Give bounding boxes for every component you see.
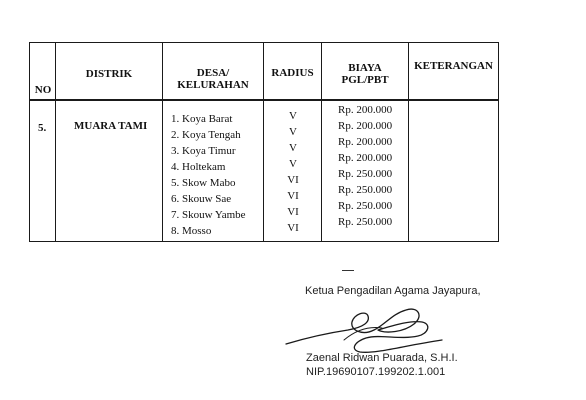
row-distrik: MUARA TAMI xyxy=(74,120,148,132)
biaya-list xyxy=(338,102,392,230)
biaya-item: Rp. 200.000 xyxy=(338,136,393,148)
signatory-nip: NIP.19690107.199202.1.001 xyxy=(306,366,446,378)
desa-item: 1. Koya Barat xyxy=(171,113,233,125)
radius-item: V xyxy=(289,110,297,122)
header-desa xyxy=(163,67,263,91)
separator-dash xyxy=(342,270,354,271)
biaya-item: Rp. 250.000 xyxy=(338,216,393,228)
header-biaya-line1: BIAYA xyxy=(348,62,382,74)
header-biaya xyxy=(322,62,408,86)
row-no: 5. xyxy=(38,122,47,134)
desa-item: 2. Koya Tengah xyxy=(171,129,241,141)
header-keterangan: KETERANGAN xyxy=(414,60,493,72)
biaya-item: Rp. 200.000 xyxy=(338,152,393,164)
radius-item: V xyxy=(289,142,297,154)
radius-list xyxy=(265,108,321,236)
radius-item: V xyxy=(289,158,297,170)
desa-item: 3. Koya Timur xyxy=(171,145,236,157)
biaya-item: Rp. 200.000 xyxy=(338,104,393,116)
biaya-item: Rp. 250.000 xyxy=(338,200,393,212)
signatory-name: Zaenal Ridwan Puarada, S.H.I. xyxy=(306,352,458,364)
header-distrik: DISTRIK xyxy=(85,68,133,80)
radius-item: VI xyxy=(287,206,299,218)
desa-item: 7. Skouw Yambe xyxy=(171,209,246,221)
radius-item: VI xyxy=(287,174,299,186)
desa-item: 8. Mosso xyxy=(171,225,212,237)
radius-item: VI xyxy=(287,222,299,234)
biaya-item: Rp. 250.000 xyxy=(338,168,393,180)
biaya-item: Rp. 250.000 xyxy=(338,184,393,196)
header-no: NO xyxy=(34,84,52,96)
header-biaya-line2: PGL/PBT xyxy=(341,74,389,86)
handwritten-signature xyxy=(282,300,450,360)
header-desa-line2: KELURAHAN xyxy=(177,79,249,91)
header-radius: RADIUS xyxy=(271,67,314,79)
signature-title: Ketua Pengadilan Agama Jayapura, xyxy=(305,285,481,297)
fee-table xyxy=(29,42,499,242)
header-desa-line1: DESA/ xyxy=(196,67,230,79)
desa-item: 6. Skouw Sae xyxy=(171,193,232,205)
desa-item: 5. Skow Mabo xyxy=(171,177,236,189)
desa-list xyxy=(171,111,246,239)
biaya-item: Rp. 200.000 xyxy=(338,120,393,132)
radius-item: VI xyxy=(287,190,299,202)
desa-item: 4. Holtekam xyxy=(171,161,226,173)
radius-item: V xyxy=(289,126,297,138)
